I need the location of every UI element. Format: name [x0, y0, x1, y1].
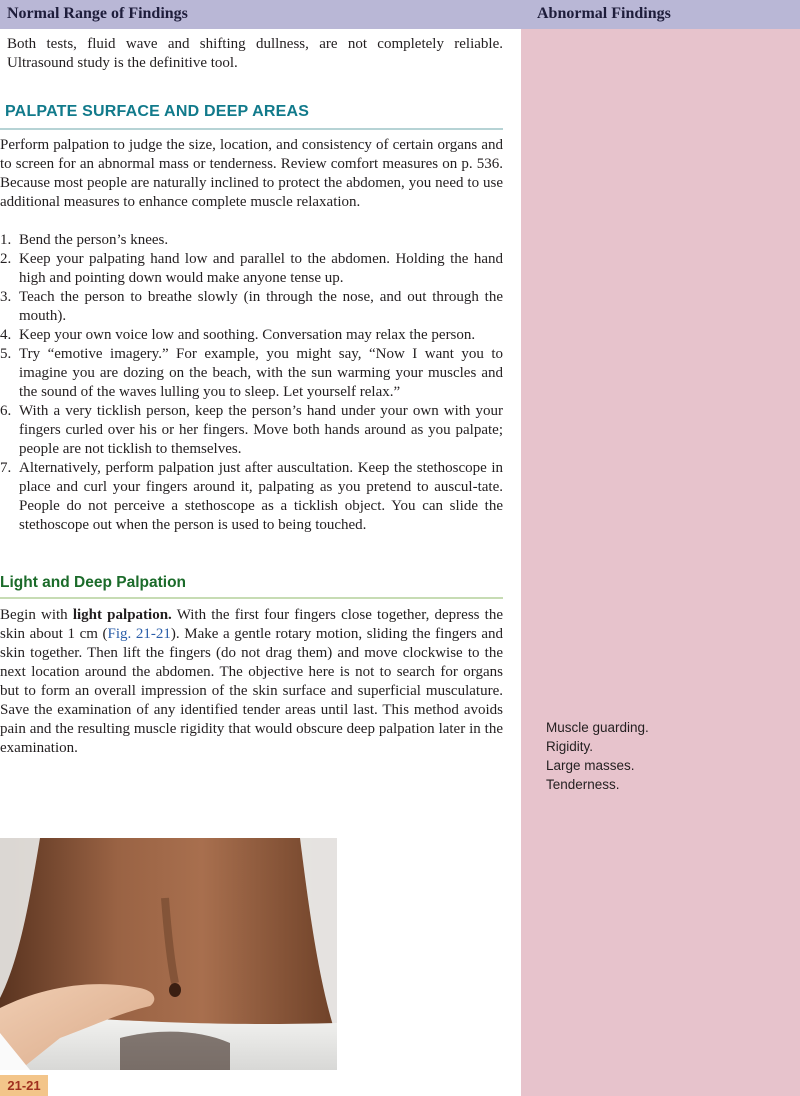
- header-normal-findings: Normal Range of Findings: [7, 5, 188, 22]
- list-item: [0, 288, 503, 326]
- step-number: 7.: [0, 460, 12, 476]
- list-item: [0, 231, 503, 250]
- step-text: Bend the person’s knees.: [19, 232, 169, 248]
- abnormal-findings-column: [521, 29, 800, 1096]
- relaxation-steps-list: [0, 231, 503, 535]
- paragraph-text: With the first four fingers close together, depress the skin about 1 cm (: [0, 607, 503, 642]
- step-number: 6.: [0, 403, 12, 419]
- subsection-heading-light-deep: Light and Deep Palpation: [0, 574, 187, 591]
- figure-reference-link[interactable]: Fig. 21-21: [107, 626, 171, 642]
- list-item: Muscle guarding.: [546, 720, 649, 735]
- step-number: 4.: [0, 327, 12, 343]
- step-number: 1.: [0, 232, 12, 248]
- page-header: [0, 0, 800, 29]
- header-abnormal-findings: Abnormal Findings: [537, 5, 671, 22]
- list-item: [0, 345, 503, 402]
- paragraph-text: Begin with: [0, 607, 73, 623]
- list-item: Rigidity.: [546, 739, 594, 754]
- list-item: Large masses.: [546, 758, 635, 773]
- list-item: [0, 326, 503, 345]
- intro-paragraph: Both tests, fluid wave and shifting dullness, are not completely reliable. Ultrasound study is the definitive tool.: [7, 36, 503, 71]
- step-text: With a very ticklish person, keep the person’s hand under your own with your fingers curled over his or her fingers. Move both hands around as you palpate; people are not ticklish to themselves.: [19, 403, 503, 457]
- paragraph-text: ). Make a gentle rotary motion, sliding the fingers and skin together. Then lift the fingers (do not drag them) and move clockwise to the next location around the abdomen. The objective here is not to search for organs but to form an overall impression of the skin surface and superficial musculature. Save the examination of any identified tender areas until last. This method avoids pain and the resulting muscle rigidity that would obscure deep palpation later in the examination.: [0, 626, 503, 756]
- list-item: [0, 250, 503, 288]
- photo-illustration: [0, 838, 337, 1070]
- step-text: Alternatively, perform palpation just after auscultation. Keep the stethoscope in place and curl your fingers around it, palpating as you pretend to auscul-tate. People do not perceive a stethoscope as a ticklish object. You can slide the stethoscope out when the person is used to being touched.: [19, 460, 503, 533]
- section-heading-palpate: PALPATE SURFACE AND DEEP AREAS: [5, 103, 310, 120]
- abnormal-findings-list: [546, 718, 649, 794]
- figure-label: 21-21: [0, 1075, 48, 1096]
- step-text: Try “emotive imagery.” For example, you might say, “Now I want you to imagine you are dozing on the beach, with the sun warming your muscles and the sound of the waves lulling you to sleep. Let yourself relax.”: [19, 346, 503, 400]
- palpation-paragraph: Perform palpation to judge the size, location, and consistency of certain organs and to screen for an abnormal mass or tenderness. Review comfort measures on p. 536. Because most people are naturally inclined to protect the abdomen, you need to use additional measures to enhance complete muscle relaxation.: [0, 137, 503, 210]
- step-number: 3.: [0, 289, 12, 305]
- section-heading-rule: [0, 128, 503, 130]
- step-number: 5.: [0, 346, 12, 362]
- list-item: Tenderness.: [546, 777, 620, 792]
- step-text: Keep your own voice low and soothing. Conversation may relax the person.: [19, 327, 476, 343]
- step-text: Teach the person to breathe slowly (in through the nose, and out through the mouth).: [19, 289, 503, 324]
- term-light-palpation: light palpation.: [72, 607, 172, 623]
- light-palpation-paragraph: [0, 606, 503, 758]
- step-number: 2.: [0, 251, 12, 267]
- list-item: [0, 402, 503, 459]
- figure-photo-abdominal-palpation: [0, 838, 337, 1070]
- list-item: [0, 459, 503, 535]
- subsection-heading-rule: [0, 597, 503, 599]
- step-text: Keep your palpating hand low and parallel to the abdomen. Holding the hand high and pointing down would make anyone tense up.: [19, 251, 503, 286]
